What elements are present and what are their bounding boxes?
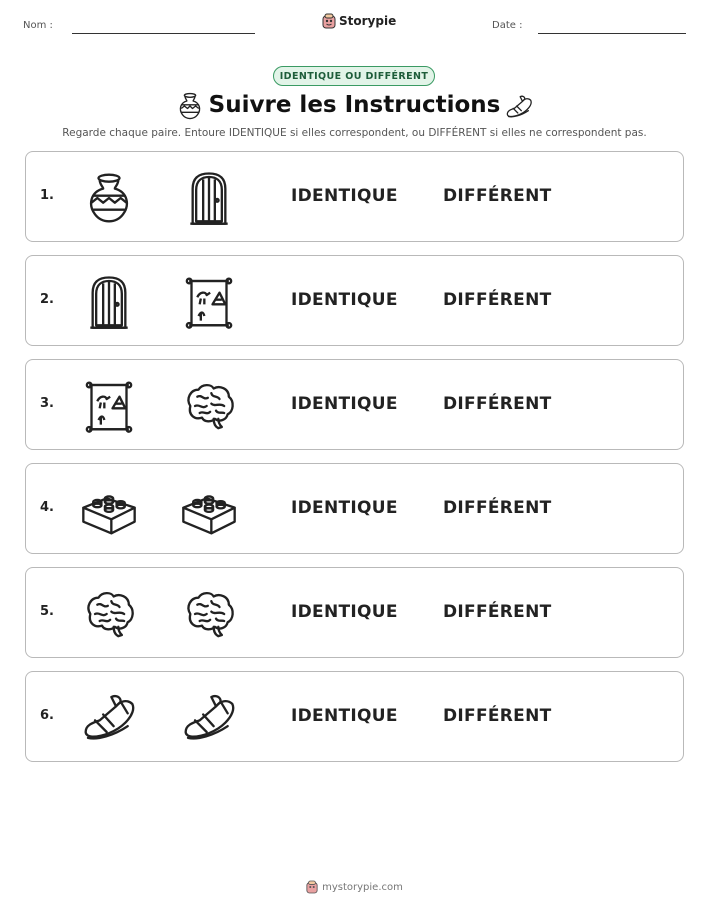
brand-name: Storypie [339,14,397,28]
option-different[interactable]: DIFFÉRENT [443,498,552,518]
name-line[interactable] [72,33,255,34]
question-row [25,567,684,658]
name-label: Nom : [23,20,53,31]
date-label: Date : [492,20,523,31]
date-line[interactable] [538,33,686,34]
footer [0,880,709,894]
vase-icon [81,170,137,226]
question-row [25,463,684,554]
question-number: 1. [40,188,54,203]
question-number: 6. [40,708,54,723]
door-icon [81,274,137,330]
option-identique[interactable]: IDENTIQUE [291,498,398,518]
option-different[interactable]: DIFFÉRENT [443,602,552,622]
question-row [25,255,684,346]
brain-icon [181,586,237,642]
question-number: 5. [40,604,54,619]
question-row [25,151,684,242]
option-different[interactable]: DIFFÉRENT [443,290,552,310]
question-row [25,359,684,450]
page-title: Suivre les Instructions [208,92,501,118]
option-identique[interactable]: IDENTIQUE [291,602,398,622]
question-number: 3. [40,396,54,411]
scroll-icon [81,378,137,434]
door-icon [181,170,237,226]
sandal-icon [181,690,237,746]
brick-icon [181,482,237,538]
question-number: 2. [40,292,54,307]
question-row [25,671,684,762]
category-badge: IDENTIQUE OU DIFFÉRENT [273,66,435,86]
scroll-icon [181,274,237,330]
sandal-icon [81,690,137,746]
brain-icon [81,586,137,642]
option-different[interactable]: DIFFÉRENT [443,186,552,206]
option-identique[interactable]: IDENTIQUE [291,290,398,310]
option-identique[interactable]: IDENTIQUE [291,394,398,414]
sandal-icon [503,92,535,120]
footer-url: mystorypie.com [322,881,403,893]
question-number: 4. [40,500,54,515]
brick-icon [81,482,137,538]
option-identique[interactable]: IDENTIQUE [291,186,398,206]
option-different[interactable]: DIFFÉRENT [443,394,552,414]
instructions: Regarde chaque paire. Entoure IDENTIQUE si elles correspondent, ou DIFFÉRENT si elles ne correspondent pas. [62,127,647,139]
storypie-logo-icon [306,880,318,894]
storypie-logo-icon [322,13,336,29]
option-identique[interactable]: IDENTIQUE [291,706,398,726]
option-different[interactable]: DIFFÉRENT [443,706,552,726]
brain-icon [181,378,237,434]
brand-logo [322,13,396,29]
